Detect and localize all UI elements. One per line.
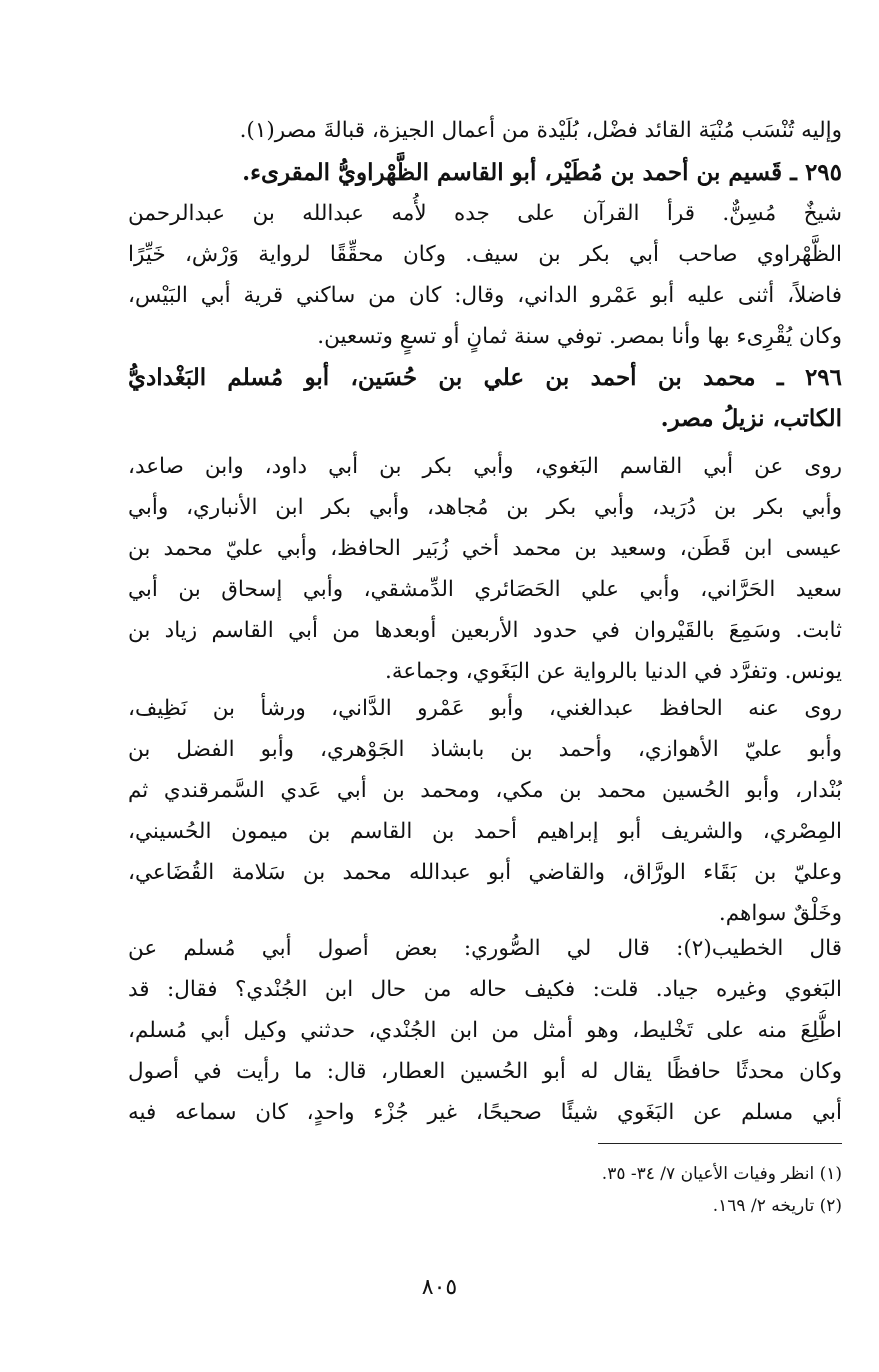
footnote-divider xyxy=(598,1143,842,1144)
para2-line: بُنْدار، وأبو الحُسين محمد بن مكي، ومحمد بن أبي عَدي السَّمرقندي ثم xyxy=(128,778,842,803)
intro-line: وإليه تُنْسَب مُنْيَة القائد فضْل، بُلَيْدة من أعمال الجيزة، قبالةَ مصر(١). xyxy=(239,118,842,143)
para2-line: المِصْري، والشريف أبو إبراهيم أحمد بن القاسم بن ميمون الحُسيني، xyxy=(128,819,842,844)
entry-296-para1 xyxy=(128,446,842,692)
entry-296-heading-line1: ٢٩٦ ـ محمد بن أحمد بن علي بن حُسَين، أبو مُسلم البَغْداديُّ xyxy=(128,364,842,391)
entry-295-line: فاضلاً، أثنى عليه أبو عَمْرو الداني، وقال: كان من ساكني قرية أبي البَيْس، xyxy=(128,283,842,308)
entry-296-heading-line2: الكاتب، نزيلُ مصر. xyxy=(660,405,842,432)
page-number: ٨٠٥ xyxy=(421,1275,458,1300)
para2-line: وأبو عليّ الأهوازي، وأحمد بن بابشاذ الجَوْهري، وأبو الفضل بن xyxy=(128,737,842,762)
entry-295-line: الظَّهْراوي صاحب أبي بكر بن سيف. وكان محقِّقًا لرواية وَرْش، خَيِّرًا xyxy=(128,242,842,267)
entry-295-line: شيخٌ مُسِنٌّ. قرأ القرآن على جده لأُمه عبدالله بن عبدالرحمن xyxy=(128,201,842,226)
para1-line: عيسى ابن قَطَن، وسعيد بن محمد أخي زُبَير الحافظ، وأبي عليّ محمد بن xyxy=(128,536,842,561)
para2-line: وخَلْقٌ سواهم. xyxy=(718,901,842,926)
para1-line: يونس. وتفرَّد في الدنيا بالرواية عن البَغَوي، وجماعة. xyxy=(385,659,842,684)
intro-paragraph xyxy=(128,110,842,151)
entry-295-heading: ٢٩٥ ـ قَسيم بن أحمد بن مُطَيْر، أبو القاسم الظَّهْراويُّ المقرىء. xyxy=(242,159,842,186)
entry-296-para2 xyxy=(128,688,842,934)
para1-line: روى عن أبي القاسم البَغوي، وأبي بكر بن أبي داود، وابن صاعد، xyxy=(128,454,842,479)
para2-line: روى عنه الحافظ عبدالغني، وأبو عَمْرو الدَّاني، ورشأ بن نَظِيف، xyxy=(128,696,842,721)
entry-296-para3 xyxy=(128,928,842,1133)
para1-line: وأبي بكر بن دُرَيد، وأبي بكر بن مُجاهد، وأبي بكر ابن الأنباري، وأبي xyxy=(128,495,842,520)
footnote-1: (١) انظر وفيات الأعيان ٧/ ٣٤- ٣٥. xyxy=(601,1164,842,1184)
para2-line: وعليّ بن بَقَاء الورَّاق، والقاضي أبو عبدالله محمد بن سَلامة القُضَاعي، xyxy=(128,860,842,885)
entry-295-line: وكان يُقْرِىء بها وأنا بمصر. توفي سنة ثمانٍ أو تسعٍ وتسعين. xyxy=(317,324,842,349)
para3-line: قال الخطيب(٢): قال لي الصُّوري: بعض أصول أبي مُسلم عن xyxy=(128,936,842,961)
para1-line: سعيد الحَرَّاني، وأبي علي الحَصَائري الدِّمشقي، وأبي إسحاق بن أبي xyxy=(128,577,842,602)
para3-line: وكان محدثًا حافظًا يقال له أبو الحُسين العطار، قال: ما رأيت في أصول xyxy=(128,1059,842,1084)
entry-296 xyxy=(128,357,842,439)
entry-295 xyxy=(128,152,842,357)
footnote-2: (٢) تاريخه ٢/ ١٦٩. xyxy=(712,1196,842,1216)
para3-line: البَغوي وغيره جياد. قلت: فكيف حاله من حال ابن الجُنْدي؟ فقال: قد xyxy=(128,977,842,1002)
para1-line: ثابت. وسَمِعَ بالقَيْروان في حدود الأربعين أوبعدها من أبي القاسم زياد بن xyxy=(128,618,842,643)
para3-line: اطُّلِعَ منه على تَخْليط، وهو أمثل من ابن الجُنْدي، حدثني وكيل أبي مُسلم، xyxy=(128,1018,842,1043)
footnotes xyxy=(300,1158,842,1222)
para3-line: أبي مسلم عن البَغَوي شيئًا صحيحًا، غير جُزْء واحدٍ، كان سماعه فيه xyxy=(128,1100,842,1125)
